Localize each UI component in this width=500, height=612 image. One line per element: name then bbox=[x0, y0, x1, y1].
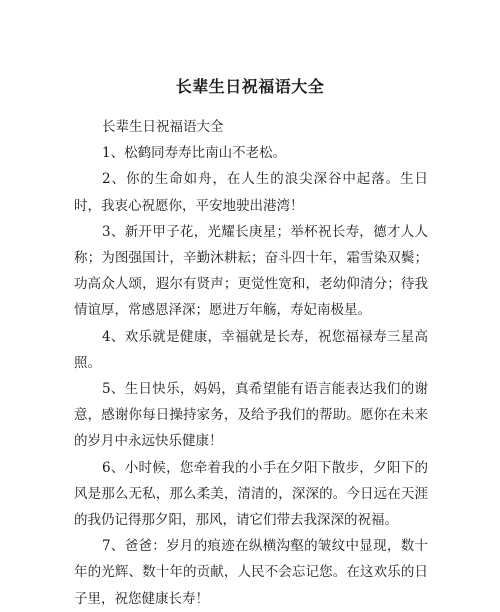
paragraph-3: 3、新开甲子花，光耀长庚星；举杯祝长寿，德才人人称；为图强国计，辛勤沐耕耘；奋斗四十年，霜雪染双鬓；功高众人颂，遐尔有贤声；更觉性宽和，老幼仰清分；待我情谊厚，常感恩泽深；愿进万年觞，寿妃南极星。 bbox=[74, 223, 428, 319]
paragraph-5: 5、生日快乐，妈妈，真希望能有语言能表达我们的谢意，感谢你每日操持家务，及给予我们的帮助。愿你在未来的岁月中永远快乐健康！ bbox=[74, 381, 428, 450]
document-body bbox=[74, 114, 428, 612]
paragraph-2: 2、你的生命如舟，在人生的浪尖深谷中起落。生日时，我衷心祝愿你，平安地驶出港湾！ bbox=[74, 171, 428, 214]
paragraph-6: 6、小时候，您牵着我的小手在夕阳下散步，夕阳下的风是那么无私，那么柔美，清清的，深深的。今日远在天涯的我仍记得那夕阳，那风，请它们带去我深深的祝福。 bbox=[74, 459, 428, 529]
paragraph-1: 1、松鹤同寿寿比南山不老松。 bbox=[102, 145, 287, 162]
document-title: 长辈生日祝福语大全 bbox=[175, 77, 325, 96]
document-subtitle: 长辈生日祝福语大全 bbox=[102, 119, 224, 135]
paragraph-7: 7、爸爸：岁月的痕迹在纵横沟壑的皱纹中显现，数十年的光辉、数十年的贡献，人民不会忘记您。在这欢乐的日子里，祝您健康长寿！ bbox=[74, 538, 428, 607]
paragraph-4: 4、欢乐就是健康，幸福就是长寿，祝您福禄寿三星高照。 bbox=[74, 328, 428, 371]
